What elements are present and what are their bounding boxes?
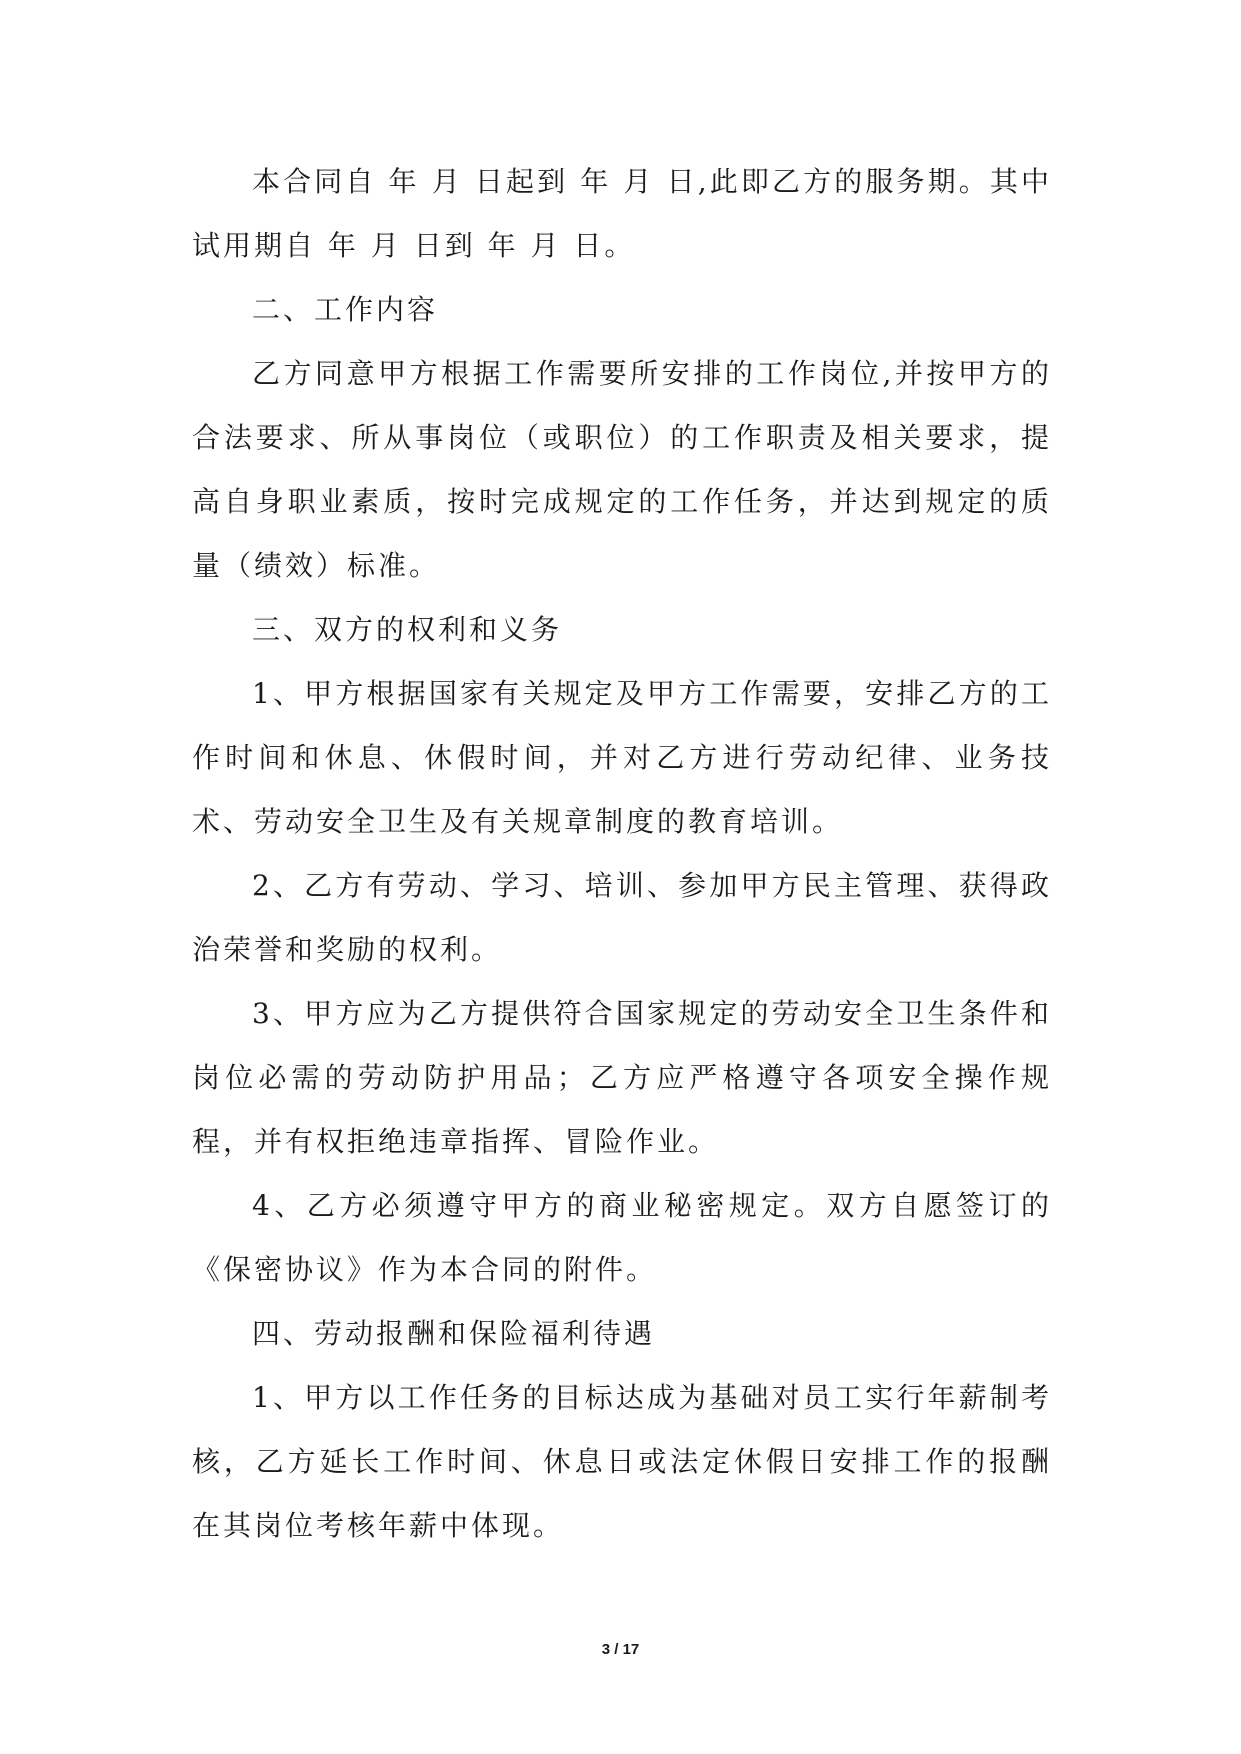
paragraph-rights-2: 2、乙方有劳动、学习、培训、参加甲方民主管理、获得政治荣誉和奖励的权利。 <box>192 869 1052 966</box>
page-number: 3 / 17 <box>601 1641 640 1658</box>
paragraph-work-content: 乙方同意甲方根据工作需要所安排的工作岗位,并按甲方的合法要求、所从事岗位（或职位）的工作职责及相关要求，提高自身职业素质，按时完成规定的工作任务，并达到规定的质量（绩效）标准。 <box>192 357 1052 582</box>
paragraph-rights-4: 4、乙方必须遵守甲方的商业秘密规定。双方自愿签订的《保密协议》作为本合同的附件。 <box>192 1189 1052 1286</box>
section-heading-work-content: 二、工作内容 <box>252 293 439 326</box>
section-heading-remuneration: 四、劳动报酬和保险福利待遇 <box>252 1317 656 1350</box>
paragraph-remuneration-1: 1、甲方以工作任务的目标达成为基础对员工实行年薪制考核，乙方延长工作时间、休息日或法定休假日安排工作的报酬在其岗位考核年薪中体现。 <box>192 1381 1052 1542</box>
paragraph-rights-1: 1、甲方根据国家有关规定及甲方工作需要，安排乙方的工作时间和休息、休假时间，并对乙方进行劳动纪律、业务技术、劳动安全卫生及有关规章制度的教育培训。 <box>192 677 1052 838</box>
section-heading-rights-obligations: 三、双方的权利和义务 <box>252 613 563 646</box>
document-body <box>192 150 1052 1558</box>
paragraph-rights-3: 3、甲方应为乙方提供符合国家规定的劳动安全卫生条件和岗位必需的劳动防护用品；乙方应严格遵守各项安全操作规程，并有权拒绝违章指挥、冒险作业。 <box>192 997 1052 1158</box>
paragraph-service-period: 本合同自 年 月 日起到 年 月 日,此即乙方的服务期。其中试用期自 年 月 日到 年 月 日。 <box>192 165 1052 262</box>
